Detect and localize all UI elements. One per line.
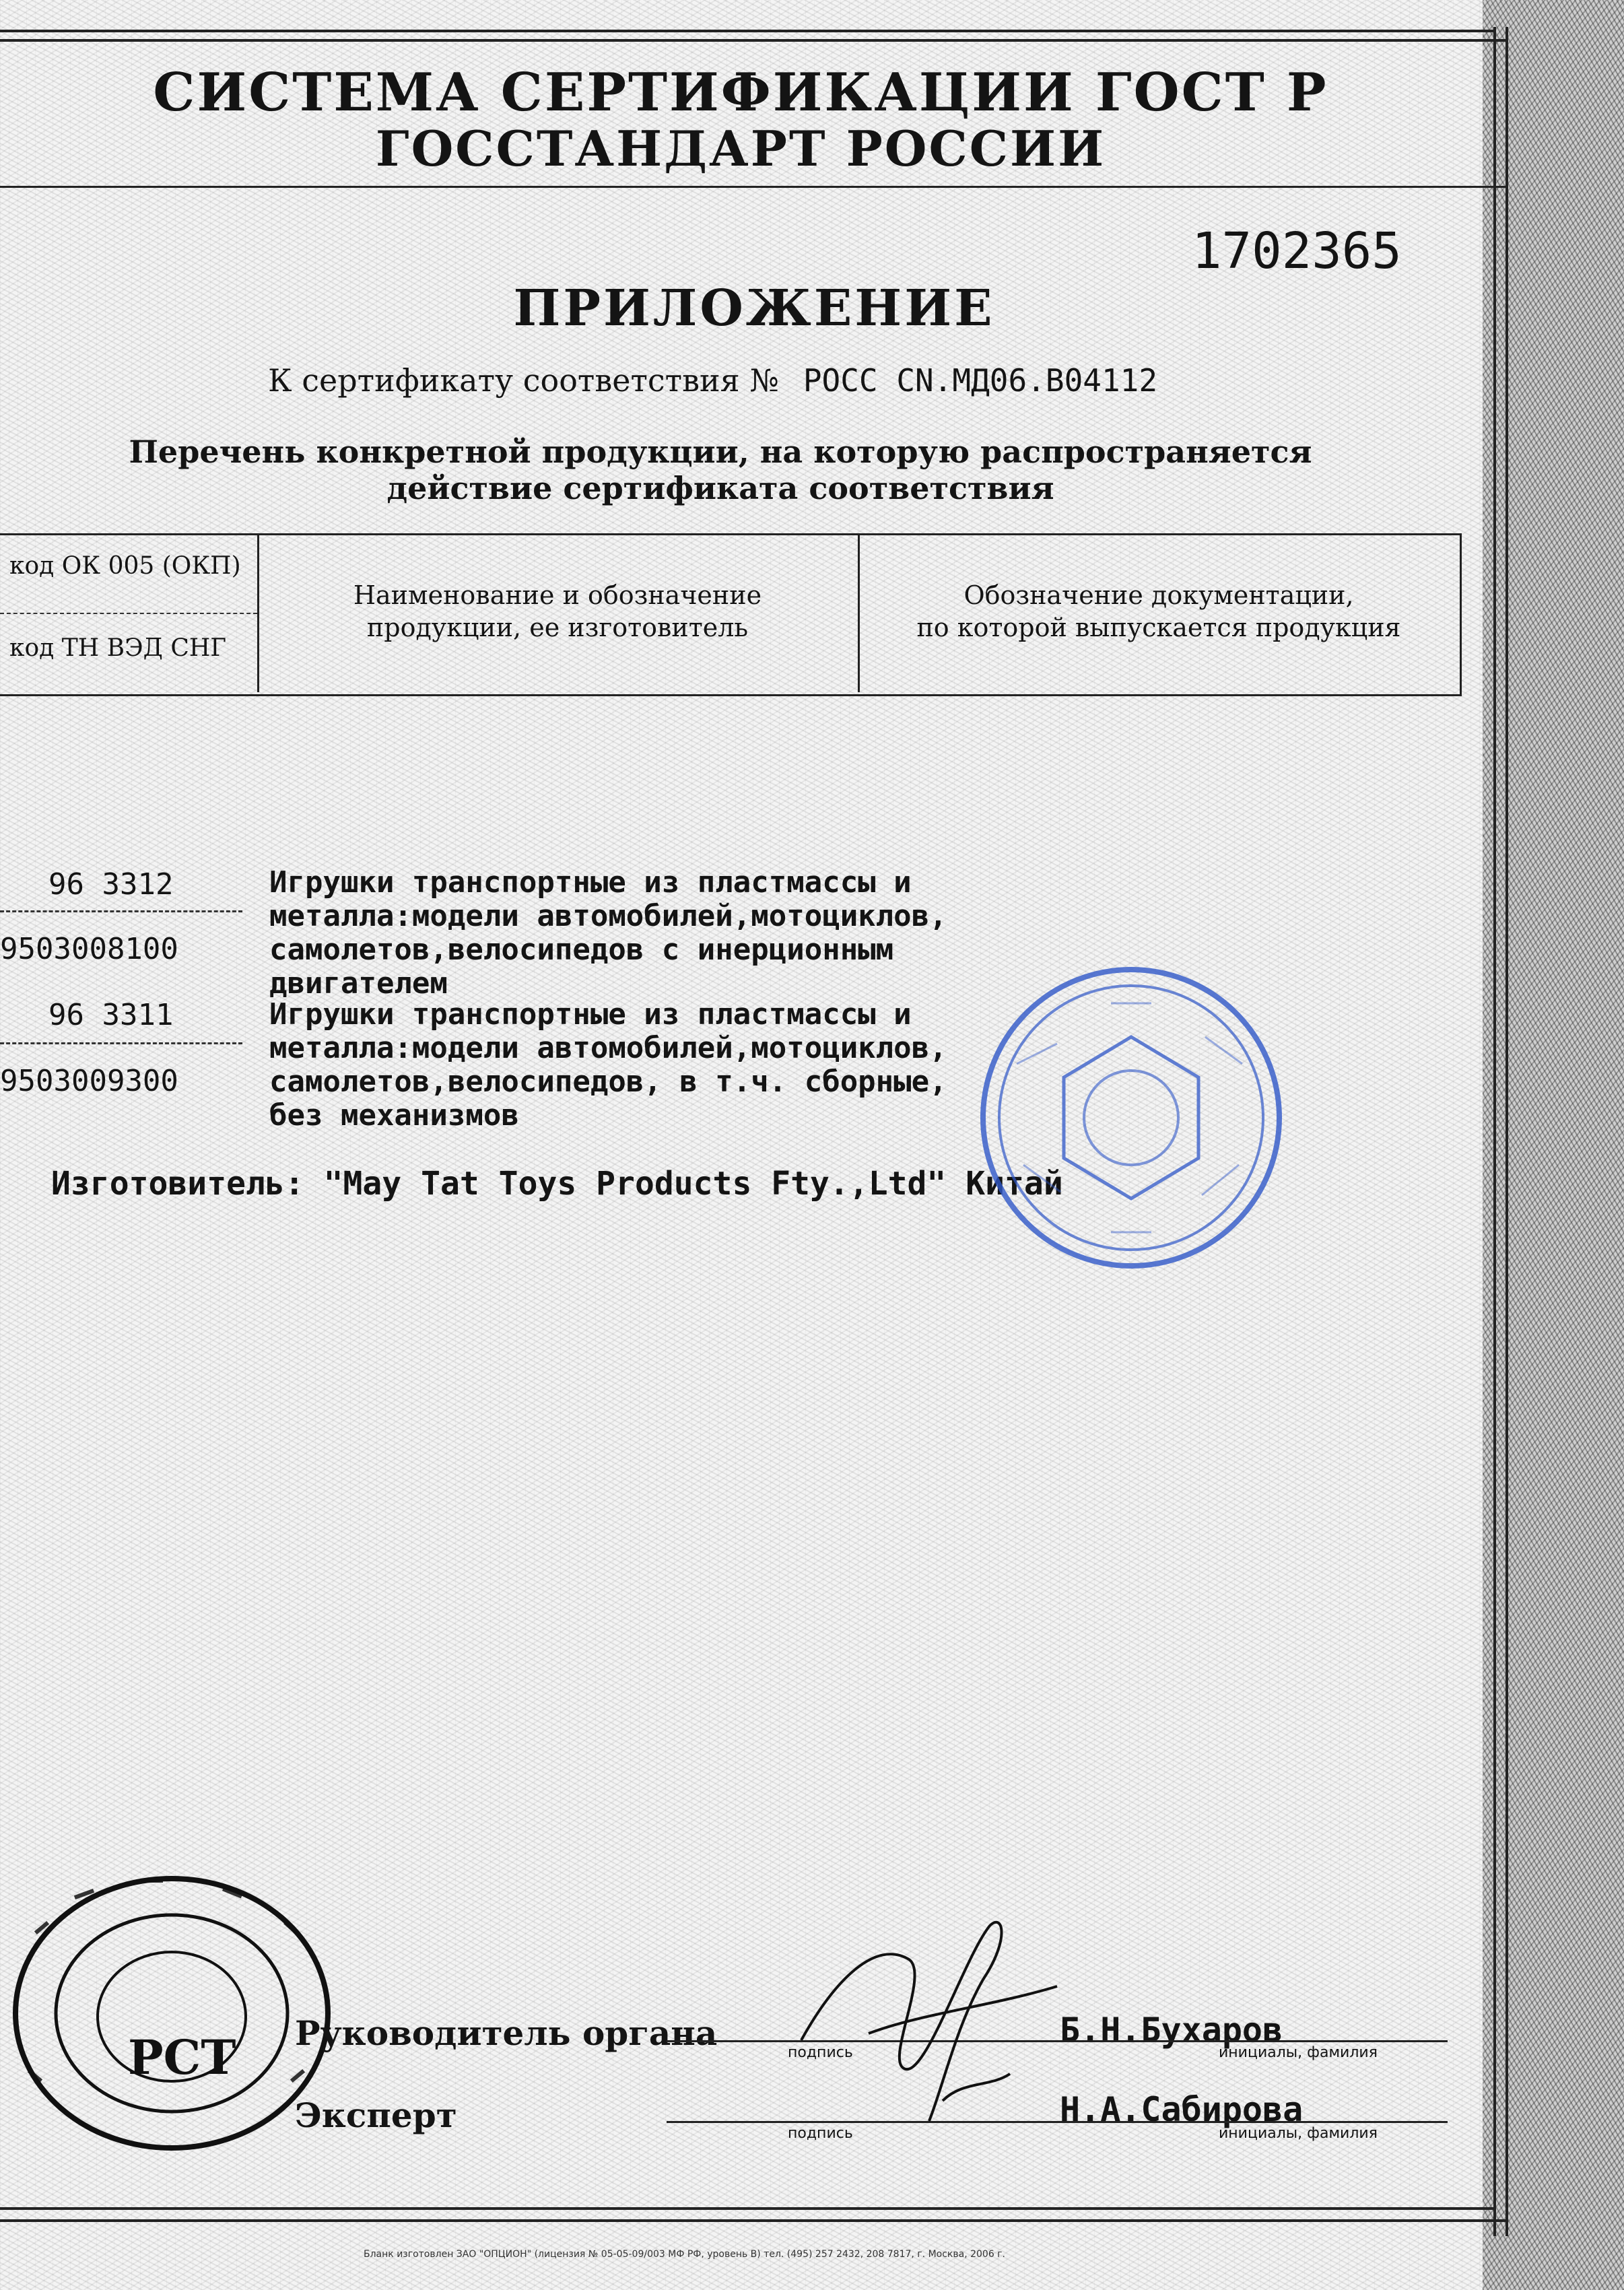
product-okp-code: 96 3312	[48, 867, 174, 902]
certificate-line	[268, 362, 1157, 399]
product-desc-line: Игрушки транспортные из пластмассы и	[269, 865, 912, 900]
product-desc-line: металла:модели автомобилей,мотоциклов,	[269, 899, 947, 933]
certificate-number: РОСС CN.МД06.В04112	[803, 362, 1158, 399]
product-desc-line: двигателем	[269, 966, 448, 1001]
head-of-body-label: Руководитель органа	[295, 2013, 718, 2053]
product-desc-line: самолетов,велосипедов с инерционным	[269, 933, 894, 967]
header-system: СИСТЕМА СЕРТИФИКАЦИИ ГОСТ Р	[153, 62, 1328, 123]
head-name: Б.Н.Бухаров	[1060, 2011, 1283, 2050]
certification-body-stamp	[7, 1872, 337, 2157]
stamp-body-graphic	[7, 1872, 337, 2155]
frame-bottom-line	[0, 2207, 1495, 2210]
expert-label: Эксперт	[295, 2095, 457, 2135]
svg-text:PCT: PCT	[128, 2029, 236, 2085]
col-product-header	[257, 579, 858, 644]
product-okp-code: 96 3311	[48, 998, 174, 1032]
code-divider	[0, 1042, 242, 1044]
product-desc-line: металла:модели автомобилей,мотоциклов,	[269, 1031, 947, 1065]
product-tnved-code: 9503009300	[0, 1064, 178, 1098]
frame-right-line	[1493, 27, 1496, 2236]
header-divider	[0, 186, 1508, 188]
col-tnved-header: код ТН ВЭД СНГ	[9, 634, 227, 662]
head-name-line	[1057, 2040, 1448, 2042]
col-product-header-line1: Наименование и обозначение	[353, 580, 762, 610]
product-desc-line: Игрушки транспортные из пластмассы и	[269, 997, 912, 1032]
serial-number: 1702365	[1192, 222, 1402, 280]
expert-name: Н.А.Сабирова	[1060, 2090, 1304, 2129]
form-footer-note: Бланк изготовлен ЗАО "ОПЦИОН" (лицензия № 05-05-09/003 МФ РФ, уровень В) тел. (495) 257 2432, 208 7817, г. Москва, 2006 г.	[364, 2249, 1005, 2260]
expert-signature-caption: подпись	[788, 2125, 853, 2142]
frame-top-line	[0, 30, 1495, 32]
product-description	[269, 998, 1064, 1133]
frame-top-line-outer	[0, 39, 1505, 42]
product-desc-line: без механизмов	[269, 1098, 519, 1133]
head-signature-caption: подпись	[788, 2044, 853, 2061]
col-docs-header-line2: по которой выпускается продукция	[916, 613, 1401, 642]
manufacturer-line: Изготовитель: "May Tat Toys Products Fty.,Ltd" Китай	[51, 1165, 1063, 1203]
product-description	[269, 866, 1064, 1001]
head-name-caption: инициалы, фамилия	[1219, 2044, 1378, 2061]
page-title: ПРИЛОЖЕНИЕ	[513, 279, 995, 337]
frame-right-line-outer	[1505, 27, 1508, 2236]
blue-seal-stamp	[976, 963, 1286, 1273]
expert-name-line	[1057, 2121, 1448, 2123]
list-title-line2: действие сертификата соответствия	[386, 470, 1054, 506]
frame-bottom-line-outer	[0, 2219, 1505, 2222]
certificate-label: К сертификату соответствия №	[268, 362, 779, 399]
expert-name-caption: инициалы, фамилия	[1219, 2125, 1378, 2142]
paper-fold-edge	[1483, 0, 1624, 2290]
handwritten-signature	[788, 1899, 1071, 2141]
col-product-header-line2: продукции, ее изготовитель	[366, 613, 749, 642]
list-title-line1: Перечень конкретной продукции, на которую распространяется	[129, 434, 1312, 470]
col-docs-header	[858, 579, 1460, 644]
product-desc-line: самолетов,велосипедов, в т.ч. сборные,	[269, 1065, 947, 1099]
col-docs-header-line1: Обозначение документации,	[963, 580, 1354, 610]
code-divider	[0, 910, 242, 912]
col-okp-header: код ОК 005 (ОКП)	[9, 552, 241, 580]
product-tnved-code: 9503008100	[0, 932, 178, 966]
header-agency: ГОССТАНДАРТ РОССИИ	[375, 120, 1106, 177]
col1-mid-divider	[0, 613, 257, 614]
